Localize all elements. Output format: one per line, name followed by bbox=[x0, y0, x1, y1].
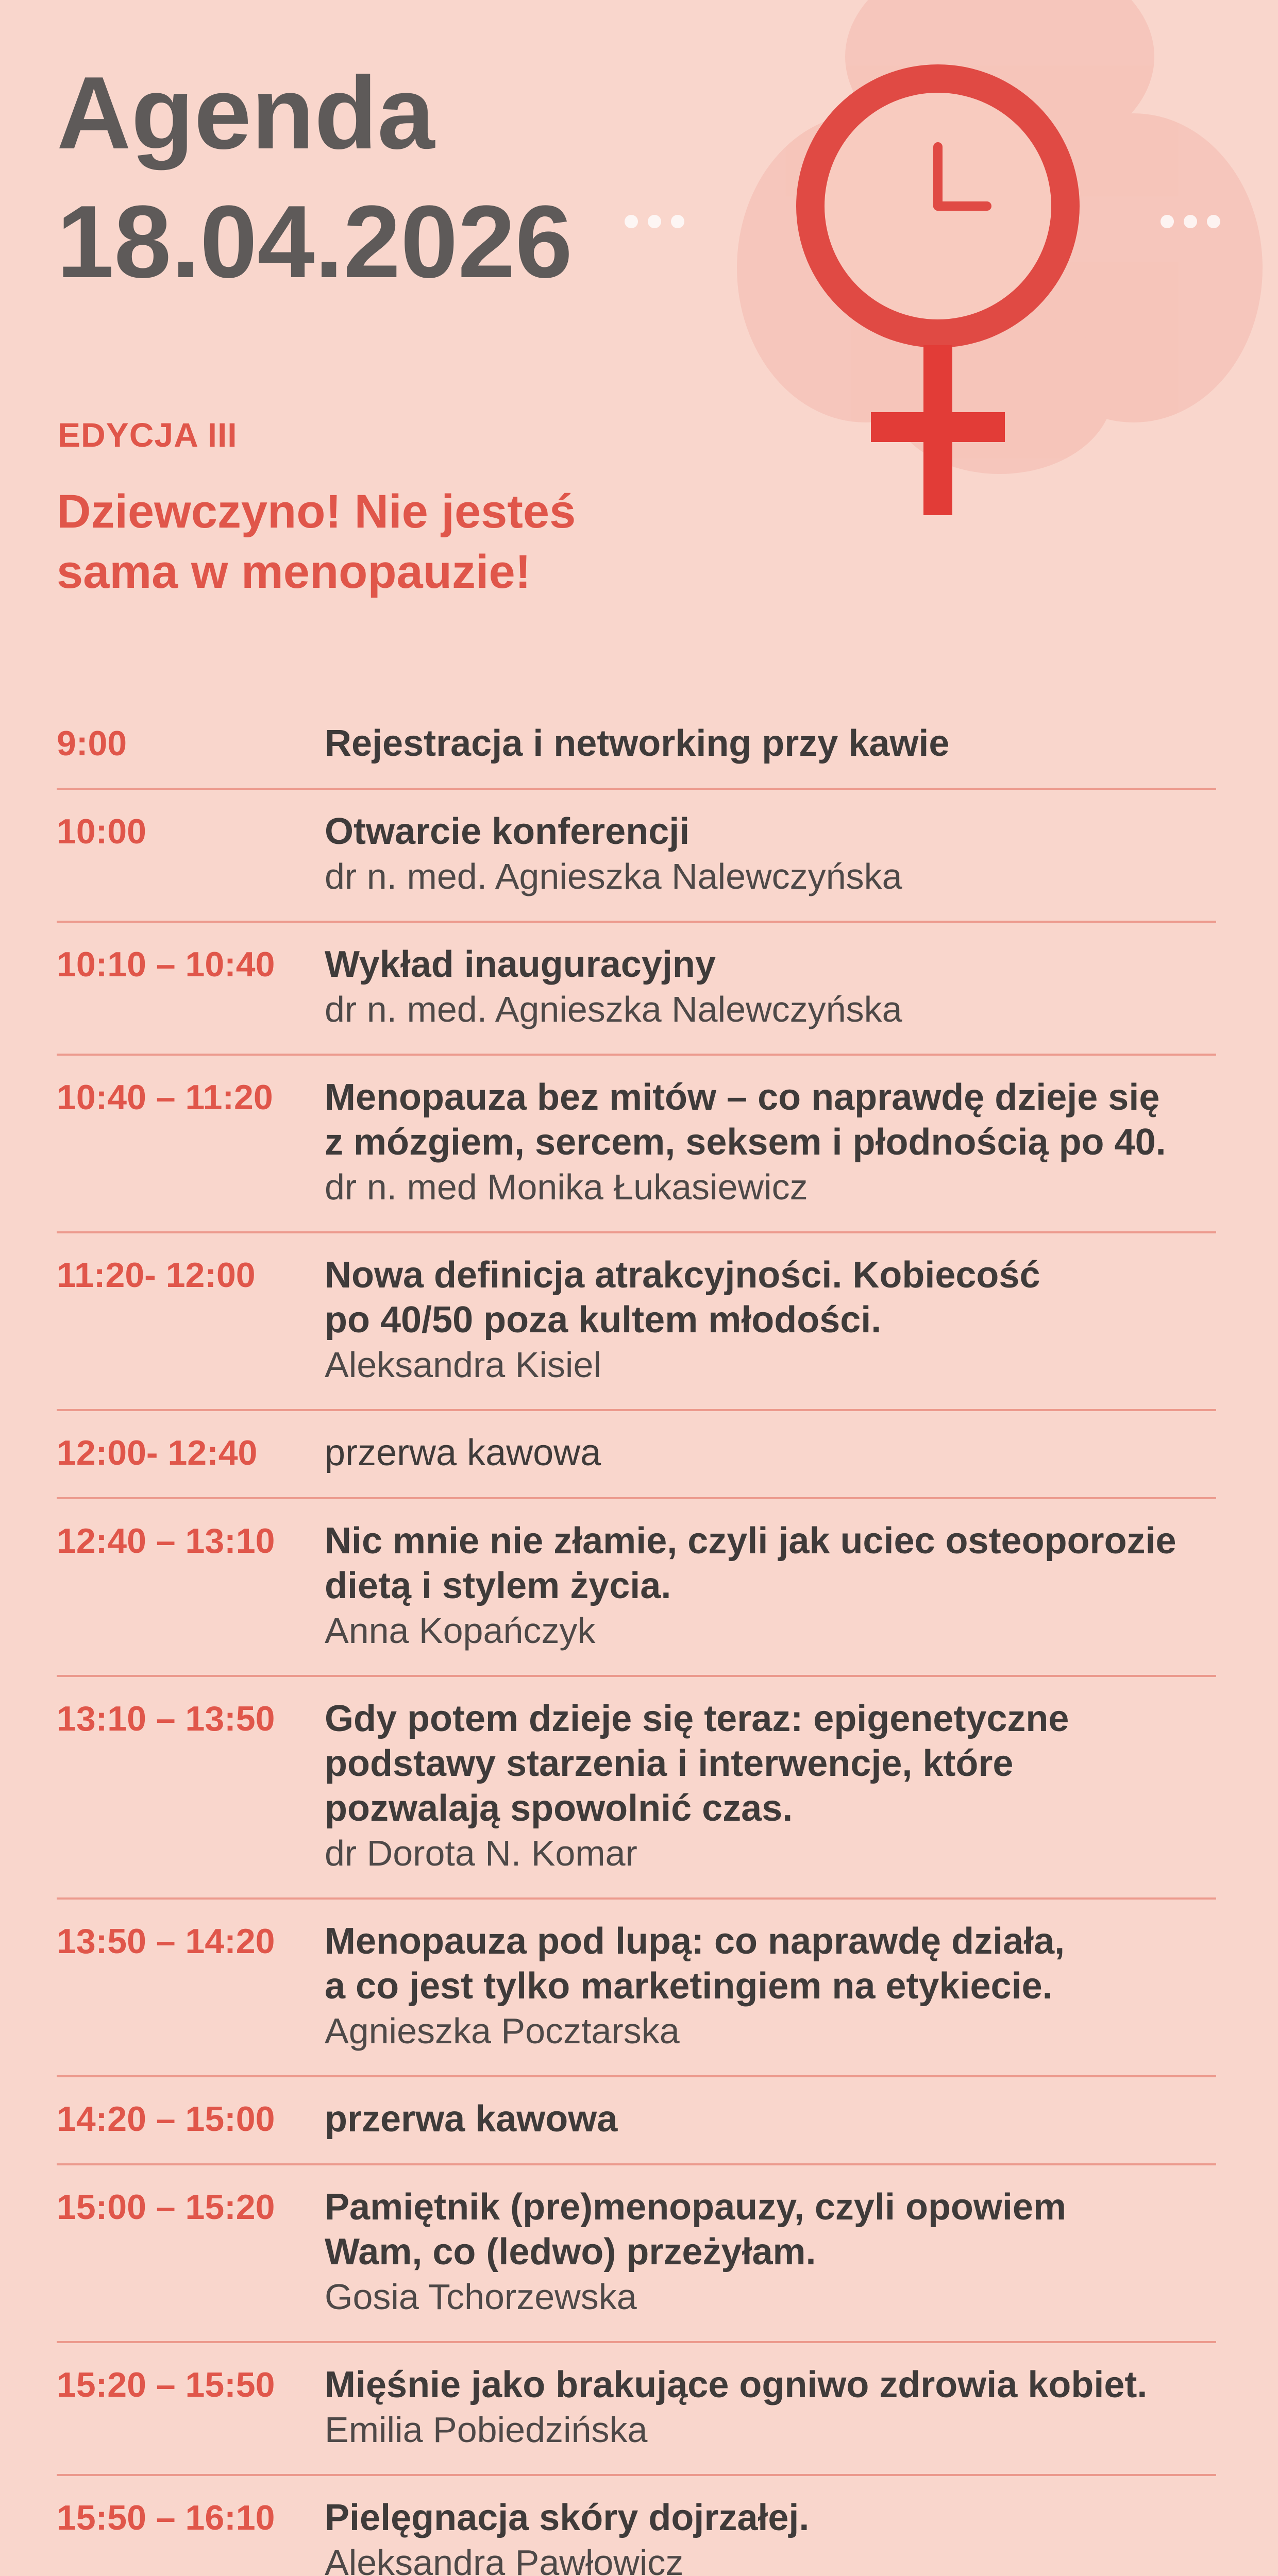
agenda-row bbox=[57, 788, 1216, 921]
agenda-title-line: Gdy potem dzieje się teraz: epigenetyczne bbox=[325, 1698, 1069, 1739]
event-subtitle bbox=[57, 482, 576, 602]
agenda-time: 15:20 – 15:50 bbox=[57, 2365, 275, 2404]
agenda-title-line: Rejestracja i networking przy kawie bbox=[325, 723, 950, 764]
agenda-speaker: Gosia Tchorzewska bbox=[325, 2277, 637, 2317]
agenda-speaker: dr n. med Monika Łukasiewicz bbox=[325, 1167, 808, 1207]
agenda-row bbox=[57, 1231, 1216, 1409]
agenda-time: 9:00 bbox=[57, 724, 127, 763]
agenda-title-line: Pamiętnik (pre)menopauzy, czyli opowiem bbox=[325, 2187, 1066, 2228]
agenda-row bbox=[57, 2075, 1216, 2163]
agenda-time: 12:40 – 13:10 bbox=[57, 1521, 275, 1561]
agenda-details bbox=[325, 2185, 1216, 2319]
agenda-speaker: Aleksandra Kisiel bbox=[325, 1345, 601, 1385]
agenda-title-line: przerwa kawowa bbox=[325, 1432, 601, 1473]
agenda-time: 10:00 bbox=[57, 812, 146, 851]
agenda-details bbox=[325, 2363, 1216, 2452]
agenda-row bbox=[57, 2341, 1216, 2474]
agenda-row bbox=[57, 1497, 1216, 1675]
agenda-title-line: Menopauza pod lupą: co naprawdę działa, bbox=[325, 1921, 1065, 1962]
agenda-speaker: dr n. med. Agnieszka Nalewczyńska bbox=[325, 856, 902, 896]
agenda-time: 13:50 – 14:20 bbox=[57, 1922, 275, 1961]
agenda-row bbox=[57, 1897, 1216, 2075]
agenda-row bbox=[57, 1675, 1216, 1897]
agenda-time: 10:10 – 10:40 bbox=[57, 945, 275, 984]
agenda-details bbox=[325, 1253, 1216, 1387]
agenda-title-line: po 40/50 poza kultem młodości. bbox=[325, 1299, 882, 1341]
agenda-title-line: dietą i stylem życia. bbox=[325, 1565, 671, 1606]
agenda-title-line: Pielęgnacja skóry dojrzałej. bbox=[325, 2497, 810, 2538]
agenda-time: 11:20- 12:00 bbox=[57, 1256, 256, 1295]
agenda-speaker: Aleksandra Pawłowicz bbox=[325, 2543, 684, 2576]
subtitle-line: Dziewczyno! Nie jesteś bbox=[57, 485, 576, 538]
agenda-row bbox=[57, 1054, 1216, 1231]
agenda-time: 14:20 – 15:00 bbox=[57, 2099, 275, 2139]
edition-label: EDYCJA III bbox=[58, 416, 238, 454]
agenda-time: 13:10 – 13:50 bbox=[57, 1699, 275, 1738]
agenda-title-line: Menopauza bez mitów – co naprawdę dzieje się bbox=[325, 1077, 1160, 1118]
agenda-speaker: Agnieszka Pocztarska bbox=[325, 2011, 680, 2051]
agenda-details bbox=[325, 721, 1216, 766]
agenda-speaker: Emilia Pobiedzińska bbox=[325, 2410, 648, 2450]
agenda-title-line: a co jest tylko marketingiem na etykiecie. bbox=[325, 1965, 1053, 2007]
agenda-list bbox=[57, 721, 1216, 2576]
agenda-details bbox=[325, 1697, 1216, 1876]
agenda-title-line: Nic mnie nie złamie, czyli jak uciec osteoporozie bbox=[325, 1520, 1176, 1562]
agenda-row bbox=[57, 1409, 1216, 1497]
agenda-title-line: przerwa kawowa bbox=[325, 2098, 618, 2140]
agenda-row bbox=[57, 921, 1216, 1054]
agenda-speaker: dr n. med. Agnieszka Nalewczyńska bbox=[325, 989, 902, 1029]
agenda-title-line: podstawy starzenia i interwencje, które bbox=[325, 1743, 1014, 1784]
agenda-title-line: z mózgiem, sercem, seksem i płodnością po 40. bbox=[325, 1122, 1166, 1163]
agenda-details bbox=[325, 1519, 1216, 1653]
agenda-details bbox=[325, 809, 1216, 899]
agenda-title-line: Otwarcie konferencji bbox=[325, 811, 690, 852]
agenda-details bbox=[325, 1919, 1216, 2054]
agenda-row bbox=[57, 2474, 1216, 2576]
page-title: Agenda bbox=[57, 56, 435, 171]
agenda-details bbox=[325, 1431, 1216, 1476]
agenda-time: 12:00- 12:40 bbox=[57, 1433, 258, 1472]
agenda-title-line: Nowa definicja atrakcyjności. Kobiecość bbox=[325, 1255, 1040, 1296]
agenda-title-line: Mięśnie jako brakujące ogniwo zdrowia kobiet. bbox=[325, 2364, 1148, 2405]
agenda-details bbox=[325, 2097, 1216, 2142]
agenda-details bbox=[325, 1075, 1216, 1210]
agenda-details bbox=[325, 942, 1216, 1032]
agenda-title-line: Wykład inauguracyjny bbox=[325, 944, 716, 985]
agenda-time: 10:40 – 11:20 bbox=[57, 1078, 273, 1117]
subtitle-line: sama w menopauzie! bbox=[57, 545, 531, 598]
agenda-title-line: Wam, co (ledwo) przeżyłam. bbox=[325, 2231, 816, 2273]
agenda-row bbox=[57, 2163, 1216, 2341]
agenda-time: 15:00 – 15:20 bbox=[57, 2188, 275, 2227]
agenda-speaker: Anna Kopańczyk bbox=[325, 1611, 596, 1651]
agenda-title-line: pozwalają spowolnić czas. bbox=[325, 1788, 793, 1829]
event-date: 18.04.2026 bbox=[57, 184, 573, 299]
agenda-row bbox=[57, 721, 1216, 788]
agenda-speaker: dr Dorota N. Komar bbox=[325, 1833, 637, 1873]
agenda-time: 15:50 – 16:10 bbox=[57, 2498, 275, 2537]
agenda-details bbox=[325, 2496, 1216, 2576]
female-clock-emblem bbox=[608, 0, 1278, 592]
